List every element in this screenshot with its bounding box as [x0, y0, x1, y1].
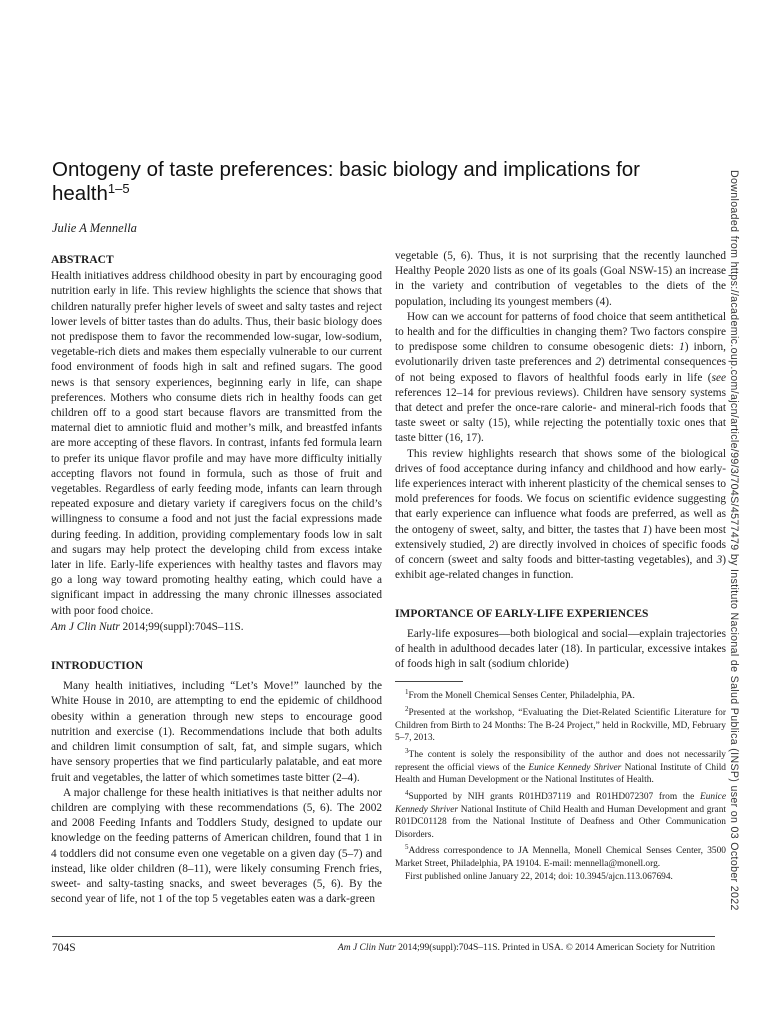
- footnote-5-mark: 5: [405, 843, 409, 852]
- factors-see: see: [711, 371, 726, 384]
- footnote-rule: [395, 681, 463, 682]
- introduction-paragraph-1: Many health initiatives, including “Let’s Move!” launched by the White House in 2010, are attempting to end the epidemic of childhood obesity within a generation through new steps to encourage good nutrition and exercise (1). Recommendations include that both adults and children limit consumption of salt, fat, and simple sugars, which have sensory properties that we find particularly palatable, and eat more fruit and vegetables, the latter of which sometimes taste bitter (2–4).: [51, 680, 382, 784]
- factors-text-a: How can we account for patterns of food choice that seem antithetical to health and for the difficulties in changing them? Two factors conspire to predispose some children to consume obesogenic diets:: [395, 310, 726, 354]
- factors-text-b: ) inborn, evolutionarily driven taste preferences and: [395, 341, 726, 369]
- citation-journal: Am J Clin Nutr: [51, 620, 120, 633]
- footnote-1: [395, 686, 726, 703]
- introduction-paragraph-2: A major challenge for these health initiatives is that neither adults nor children are complying with these recommendations (5, 6). The 2002 and 2008 Feeding Infants and Toddlers Study, designed to update our knowledge on the feeding patterns of American children, found that 1 in 4 toddlers did not consume even one vegetable on a given day (5–7) and instead, like older children (8–11), were likely consuming French fries, sweet- and salty-tasting snacks, and sweet beverages (5, 6). By the second year of life, not 1 of the top 5 vegetables eaten was a dark-green: [51, 786, 382, 906]
- right-column: [395, 249, 726, 883]
- footnote-4-emphasis: Eunice Kennedy Shriver: [395, 791, 726, 815]
- scope-num-2: 2: [488, 538, 495, 551]
- footnote-4-mark: 4: [405, 788, 409, 797]
- left-column: [51, 253, 382, 907]
- article-title: [52, 158, 712, 206]
- early-life-heading: IMPORTANCE OF EARLY-LIFE EXPERIENCES: [395, 608, 649, 621]
- page-number: 704S: [52, 942, 76, 954]
- footnote-5: [395, 841, 726, 870]
- factors-text-c: ) detrimental consequences of not being exposed to flavors of healthful foods early in life (: [395, 356, 726, 384]
- factors-paragraph: [395, 310, 726, 447]
- footnote-2-mark: 2: [405, 705, 409, 713]
- factors-text-d: references 12–14 for previous reviews). Children have sensory systems that detect and prefer the once-rare calorie- and mineral-rich foods that taste sweet or salty (15), while rejecting the potentially toxic ones that taste bitter (16, 17).: [395, 386, 726, 445]
- factors-num-2: 2: [595, 356, 602, 369]
- factors-num-1: 1: [679, 341, 685, 354]
- scope-text-b: ) have been most extensively studied,: [395, 523, 726, 551]
- download-watermark: Downloaded from https://academic.oup.com/ajcn/article/99/3/704S/4577479 by Instituto Nacional de Salud Publica (INSP) user on 03 October 2022: [728, 170, 740, 911]
- footnote-2-text: Presented at the workshop, “Evaluating the Diet-Related Scientific Literature for Children from Birth to 24 Months: The B-24 Project,” held in Rockville, MD, February 5–7, 2013.: [395, 708, 726, 744]
- scope-num-1: 1: [642, 523, 649, 536]
- footnote-4-text-a: Supported by NIH grants R01HD37119 and R01HD072307 from the: [408, 791, 700, 802]
- scope-num-3: 3: [716, 554, 723, 567]
- footnote-2: [395, 703, 726, 745]
- footnote-1-text: From the Monell Chemical Senses Center, Philadelphia, PA.: [408, 691, 635, 702]
- scope-text-d: ) exhibit age-related changes in function.: [395, 554, 726, 582]
- footnote-4: [395, 787, 726, 842]
- review-scope-paragraph: [395, 447, 726, 584]
- footnote-1-mark: 1: [405, 688, 409, 697]
- abstract-text: Health initiatives address childhood obesity in part by encouraging good nutrition early in life. This review highlights the science that shows that children naturally prefer higher levels of sweet and salty tastes and reject lower levels of bitter tastes than do adults. Thus, their basic biology does not predispose them to favor the recommended low-sugar, low-sodium, vegetable-rich diets and makes them especially vulnerable to our current food environment of foods high in salt and refined sugars. The good news is that sensory experiences, beginning early in life, can shape preferences. Mothers who consume diets rich in healthy foods can get children off to a good start because flavors are transmitted from the maternal diet to amniotic fluid and mother’s milk, and breastfed infants are more accepting of these flavors. In contrast, infants fed formula learn to prefer its unique flavor profile and may have more difficulty initially accepting flavors not found in formula, such as those of fruit and vegetables. Regardless of early feeding mode, infants can learn through repeated exposure and dietary variety if caregivers focus on the child’s willingness to consume a food and not just the facial expressions made during feeding. In addition, providing complementary foods low in salt and sugars may help protect the developing child from excess intake later in life. Early-life experiences with healthy tastes and flavors may go a long way toward promoting healthy eating, which could have a significant impact in addressing the many chronic illnesses associated with poor food choice.: [51, 270, 382, 617]
- title-footnote-marks: 1–5: [107, 181, 130, 196]
- footer-journal-line: [338, 943, 715, 953]
- abstract-heading: ABSTRACT: [51, 254, 114, 266]
- continued-paragraph: vegetable (5, 6). Thus, it is not surprising that the recently launched Healthy People 2020 lists as one of its goals (Goal NSW-15) an increase in the variety and contribution of vegetables to the diets of the population, including its youngest members (4).: [395, 250, 726, 308]
- footer-journal-name: Am J Clin Nutr: [337, 943, 396, 953]
- scope-text-a: This review highlights research that shows some of the biological drives of food acceptance during infancy and childhood and how early-life experiences interact with inherent plasticity of the chemical senses to mold preferences for foods. We focus on scientific evidence suggesting that early experience can influence what foods are preferred, as well as the ontogeny of sweet, salty, and bitter, the tastes that: [395, 447, 726, 536]
- introduction-heading: INTRODUCTION: [51, 660, 144, 673]
- scope-text-c: ) are directly involved in choices of specific foods of concern (sweet and salty foods and bitter-tasting vegetables), and: [395, 538, 727, 567]
- citation-details: 2014;99(suppl):704S–11S.: [119, 620, 244, 633]
- first-published-note: First published online January 22, 2014; doi: 10.3945/ajcn.113.067694.: [405, 871, 673, 882]
- footnote-3-mark: 3: [405, 746, 409, 755]
- abstract-citation: [51, 620, 382, 635]
- page-footer: [52, 936, 715, 953]
- article-title-text: Ontogeny of taste preferences: basic biology and implications for health: [52, 158, 640, 205]
- footnote-3-text-b: National Institute of Child Health and Human Development or the National Institutes of Health.: [395, 762, 726, 786]
- author-name: Julie A Mennella: [52, 221, 137, 235]
- footnote-3-text-a: The content is solely the responsibility of the author and does not necessarily represent the official views of the: [395, 750, 726, 773]
- footnote-3: [395, 745, 726, 787]
- early-life-paragraph: Early-life exposures—both biological and social—explain trajectories of health in adulthood decades later (18). In particular, excessive intakes of foods high in salt (sodium chloride): [395, 627, 726, 671]
- footnote-3-emphasis: Eunice Kennedy Shriver: [528, 762, 622, 773]
- footer-journal-details: 2014;99(suppl):704S–11S. Printed in USA. © 2014 American Society for Nutrition: [395, 943, 715, 953]
- footnote-4-text-b: National Institute of Child Health and Human Development and grant R01DC01128 from the National Institute of Deafness and Other Communication Disorders.: [395, 804, 726, 840]
- footnote-5-text: Address correspondence to JA Mennella, Monell Chemical Senses Center, 3500 Market Street, Philadelphia, PA 19104. E-mail: mennella@monell.org.: [395, 846, 726, 870]
